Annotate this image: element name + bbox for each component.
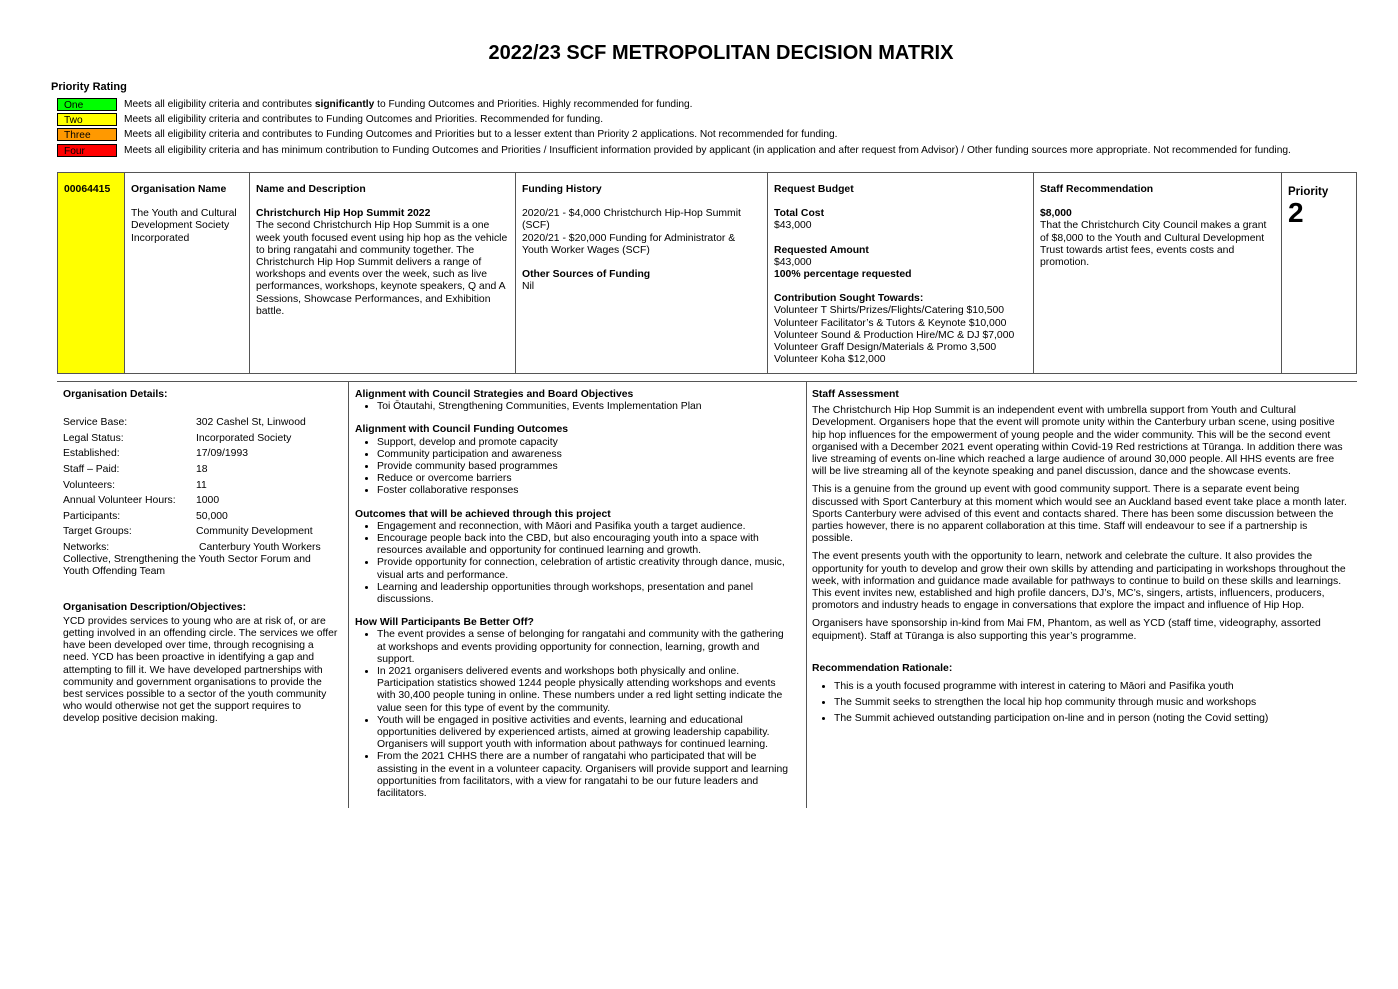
organisation-detail-value: 17/09/1993	[196, 448, 249, 460]
rationale-item: • The Summit seeks to strengthen the local hip hop community through music and workshops	[834, 697, 1348, 709]
staff-assessment-text	[812, 405, 1348, 643]
priority-description-text: Meets all eligibility criteria and contributes	[124, 99, 315, 111]
project-outcome-item: • Engagement and reconnection, with Māori and Pasifika youth a target audience.	[377, 521, 795, 533]
priority-description-text: to Funding Outcomes and Priorities. Highly recommended for funding.	[374, 99, 693, 111]
networks-value-first: Canterbury Youth Workers	[199, 541, 321, 553]
project-title: Christchurch Hip Hop Summit 2022	[256, 208, 431, 220]
better-off-item: • Youth will be engaged in positive activities and events, learning and educational opportunities delivered by experienced artists, aimed at growing leadership capability. Organisers will support youth with information about pathways for continued learning.	[377, 715, 795, 752]
other-sources-value: Nil	[522, 281, 535, 293]
priority-header: Priority	[1288, 186, 1329, 198]
request-budget-header: Request Budget	[774, 184, 854, 195]
decision-matrix-row	[57, 172, 1357, 374]
percentage-requested: 100% percentage requested	[774, 269, 912, 281]
better-off-item: • The event provides a sense of belonging for rangatahi and community with the gathering at workshops and events providing opportunity for connection, learning, growth and support.	[377, 629, 795, 666]
organisation-detail-row	[63, 495, 339, 511]
organisation-description: YCD provides services to young who are at risk of, or are getting involved in an offending circle. The services we offer have been developed over time, through recognising a need. YCD has been proactive in identifying a gap and attempting to fill it. We have developed partnerships with community and government organisations to provide the best services possible to a sector of the youth community who would otherwise not get the support requires to develop positive decision making.	[63, 615, 338, 725]
priority-swatch: One	[57, 98, 117, 111]
contribution-item: Volunteer Graff Design/Materials & Promo 3,500	[774, 342, 997, 354]
organisation-detail-value: 18	[196, 463, 208, 475]
organisation-detail-row	[63, 448, 339, 464]
organisation-detail-label: Service Base:	[63, 417, 128, 429]
funding-history-cell	[516, 173, 768, 373]
funding-outcome-item: • Foster collaborative responses	[377, 485, 795, 497]
funding-history-item: 2020/21 - $20,000 Funding for Administrator & Youth Worker Wages (SCF)	[522, 232, 736, 256]
organisation-detail-row	[63, 511, 339, 527]
staff-assessment-column	[812, 389, 1348, 730]
better-off-item: • From the 2021 CHHS there are a number of rangatahi who participated that will be assisting in the event in a volunteer capacity. Organisers will provide support and learning opportunities from facilitators, with a view for rangatahi to be our future leaders and facilitators.	[377, 751, 795, 800]
strategies-list	[355, 401, 795, 413]
organisation-details-heading: Organisation Details:	[63, 389, 168, 400]
funding-outcomes-heading: Alignment with Council Funding Outcomes	[355, 424, 568, 436]
priority-swatch: Four	[57, 144, 117, 157]
priority-description	[124, 114, 603, 125]
funding-outcome-item: • Community participation and awareness	[377, 449, 795, 461]
organisation-detail-value: 302 Cashel St, Linwood	[196, 417, 306, 429]
priority-cell	[1282, 173, 1356, 373]
project-outcome-item: • Learning and leadership opportunities through workshops, presentation and panel discussions.	[377, 582, 795, 606]
contribution-item: Volunteer T Shirts/Prizes/Flights/Catering $10,500	[774, 305, 1005, 317]
organisation-detail-value: 11	[196, 479, 207, 491]
organisation-details-list	[63, 417, 339, 542]
organisation-detail-row	[63, 433, 339, 449]
priority-rating-row	[57, 112, 1291, 127]
staff-recommendation-cell	[1034, 173, 1282, 373]
organisation-detail-label: Legal Status:	[63, 432, 124, 444]
assessment-paragraph: The Christchurch Hip Hop Summit is an independent event with umbrella support from Youth and Cultural Development. Organisers hope that the event will promote unity within the Canterbury urban scene, using positive hip hop influences for the empowerment of young people and the wider community. This will be the second event organised with a December 2021 event operating within Covid-19 Red restrictions at Tūranga. In addition there was live streaming of events on-line which reached a large audience of around 30,000 people. All HHS events are free will be live streaming all of the keynote speaking and panel discussion, dance and the showcase events.	[812, 405, 1343, 478]
request-budget-cell	[768, 173, 1034, 373]
requested-amount-label: Requested Amount	[774, 244, 869, 256]
organisation-detail-label: Volunteers:	[63, 479, 115, 491]
strategies-heading: Alignment with Council Strategies and Board Objectives	[355, 389, 634, 400]
participants-better-off-heading: How Will Participants Be Better Off?	[355, 617, 534, 629]
assessment-paragraph: Organisers have sponsorship in-kind from Mai FM, Phantom, as well as YCD (staff time, videography, assorted equipment). Staff at Tūranga is also supporting this year’s programme.	[812, 618, 1321, 642]
organisation-description-heading: Organisation Description/Objectives:	[63, 601, 247, 613]
funding-outcome-item: • Support, develop and promote capacity	[377, 437, 795, 449]
organisation-details-column	[63, 389, 339, 726]
funding-history-header: Funding History	[522, 184, 602, 195]
section-divider	[57, 381, 1357, 382]
organisation-detail-row	[63, 526, 339, 542]
staff-recommendation-text: That the Christchurch City Council makes a grant of $8,000 to the Youth and Cultural Development Trust towards artist fees, events costs and promotion.	[1040, 220, 1267, 269]
project-outcomes-heading: Outcomes that will be achieved through this project	[355, 508, 611, 520]
strategy-item: • Toi Ōtautahi, Strengthening Communities, Events Implementation Plan	[377, 401, 795, 413]
staff-assessment-heading: Staff Assessment	[812, 389, 899, 400]
priority-description	[124, 129, 837, 140]
application-id: 00064415	[58, 173, 125, 373]
priority-description	[124, 99, 693, 110]
organisation-name-header: Organisation Name	[131, 184, 227, 195]
priority-description-text: Meets all eligibility criteria and contributes to Funding Outcomes and Priorities. Recommended for funding.	[124, 114, 604, 126]
organisation-detail-value: Incorporated Society	[196, 432, 292, 444]
rationale-item: • The Summit achieved outstanding participation on-line and in person (noting the Covid setting)	[834, 713, 1348, 725]
organisation-detail-label: Staff – Paid:	[63, 463, 120, 475]
priority-rating-row	[57, 127, 1291, 142]
priority-rating-row	[57, 97, 1291, 112]
contribution-item: Volunteer Sound & Production Hire/MC & DJ $7,000	[774, 329, 1015, 341]
alignment-column	[355, 389, 795, 800]
organisation-detail-row	[63, 480, 339, 496]
recommendation-rationale-list	[812, 681, 1348, 726]
funding-outcomes-list	[355, 437, 795, 498]
organisation-name: The Youth and Cultural Development Society Incorporated	[131, 208, 237, 244]
column-divider	[806, 382, 807, 808]
other-sources-label: Other Sources of Funding	[522, 269, 651, 281]
name-description-header: Name and Description	[256, 184, 366, 195]
networks-value-rest: Collective, Strengthening the Youth Sector Forum and Youth Offending Team	[63, 554, 311, 578]
funding-history-item: 2020/21 - $4,000 Christchurch Hip-Hop Summit (SCF)	[522, 208, 741, 232]
priority-rating-legend	[57, 97, 1291, 158]
page-title: 2022/23 SCF METROPOLITAN DECISION MATRIX	[488, 42, 954, 64]
name-description-cell	[250, 173, 516, 373]
organisation-detail-value: 50,000	[196, 510, 228, 522]
priority-description	[124, 145, 1291, 156]
priority-description-text: Meets all eligibility criteria and contributes to Funding Outcomes and Priorities but to a lesser extent than Priority 2 applications. Not recommended for funding.	[124, 129, 838, 141]
assessment-paragraph: The event presents youth with the opportunity to learn, network and celebrate the culture. It also provides the opportunity for youth to develop and grow their own skills by attending and participating in workshops throughout the week, with information and guidance made available for pathways to continue to build on these skills and learnings. This event invites new, established and high profile dancers, DJ’s, MC’s, singers, artists, influencers, producers, promotors and industry heads to engage in conversations that explore the impact and influence of Hip Hop.	[812, 551, 1346, 612]
priority-swatch: Three	[57, 128, 117, 141]
organisation-detail-label: Annual Volunteer Hours:	[63, 495, 176, 507]
recommendation-rationale-heading: Recommendation Rationale:	[812, 662, 953, 674]
project-outcome-item: • Encourage people back into the CBD, but also encouraging youth into a space with resources available and opportunity for continued learning and growth.	[377, 533, 795, 557]
networks-label: Networks:	[63, 541, 110, 553]
assessment-paragraph: This is a genuine from the ground up event with good community support. There is a separate event being discussed with Sport Canterbury at this moment which would see an Auckland based event take place a month later. Sports Canterbury were advised of this event and contacts shared. There has been some discussion between the parties however, there is no apparent collaboration at this time. Staff will endeavour to see if a partnership is possible.	[812, 484, 1347, 545]
priority-rating-heading: Priority Rating	[51, 81, 127, 93]
contribution-item: Volunteer Koha $12,000	[774, 354, 886, 366]
organisation-detail-label: Established:	[63, 448, 120, 460]
priority-swatch: Two	[57, 113, 117, 126]
organisation-detail-row	[63, 464, 339, 480]
organisation-detail-row	[63, 417, 339, 433]
better-off-item: • In 2021 organisers delivered events and workshops both physically and online. Participation statistics showed 1244 people physically attending workshops and events with 30,400 people tuning in online. These numbers under a red light setting indicate the value seen for this type of event by the community.	[377, 666, 795, 715]
total-cost-value: $43,000	[774, 220, 812, 232]
staff-recommendation-header: Staff Recommendation	[1040, 184, 1154, 195]
priority-rating-row	[57, 143, 1291, 158]
contribution-item: Volunteer Facilitator’s & Tutors & Keynote $10,000	[774, 317, 1007, 329]
project-outcome-item: • Provide opportunity for connection, celebration of artistic creativity through dance, music, visual arts and performance.	[377, 557, 795, 581]
rationale-item: • This is a youth focused programme with interest in catering to Māori and Pasifika youth	[834, 681, 1348, 693]
organisation-name-cell	[125, 173, 250, 373]
requested-amount-value: $43,000	[774, 256, 812, 268]
column-divider	[348, 382, 349, 808]
contribution-list	[774, 305, 1027, 366]
project-outcomes-list	[355, 521, 795, 606]
organisation-detail-label: Target Groups:	[63, 526, 132, 538]
organisation-detail-value: Community Development	[196, 526, 313, 538]
contribution-label: Contribution Sought Towards:	[774, 293, 924, 305]
funding-outcome-item: • Reduce or overcome barriers	[377, 473, 795, 485]
priority-description-text: Meets all eligibility criteria and has minimum contribution to Funding Outcomes and Priorities / Insufficient information provided by applicant (in application and after request from Advisor) / Other funding sources more appropriate. Not recommended for funding.	[124, 144, 1291, 156]
participants-better-off-list	[355, 629, 795, 800]
total-cost-label: Total Cost	[774, 208, 825, 220]
priority-value: 2	[1288, 197, 1304, 229]
staff-recommendation-amount: $8,000	[1040, 208, 1072, 220]
organisation-detail-value: 1000	[196, 495, 220, 507]
funding-outcome-item: • Provide community based programmes	[377, 461, 795, 473]
priority-description-emphasis: significantly	[314, 99, 375, 111]
project-description: The second Christchurch Hip Hop Summit is a one week youth focused event using hip hop as the vehicle to bring rangatahi and community together. The Christchurch Hip Hop Summit delivers a range of workshops and events over the week, such as live performances, workshops, keynote speakers, Q and A Sessions, Showcase Performances, and Exhibition battle.	[256, 220, 508, 317]
organisation-detail-label: Participants:	[63, 510, 121, 522]
